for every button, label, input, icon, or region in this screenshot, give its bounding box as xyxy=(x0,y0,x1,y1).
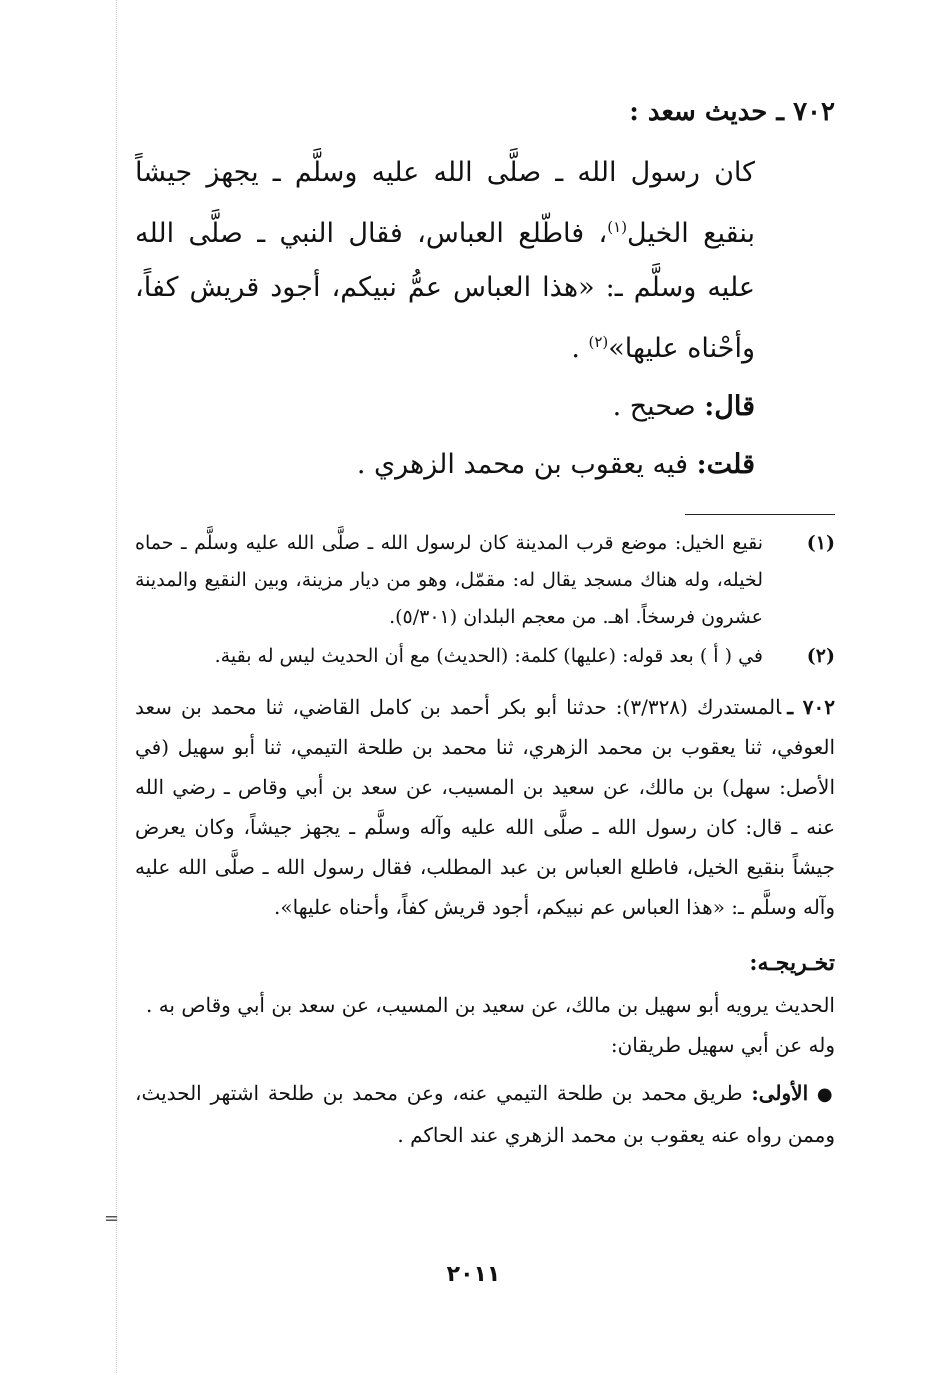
page-number: ٢٠١١ xyxy=(446,1262,501,1287)
footnote-separator xyxy=(685,514,835,515)
source-text: المستدرك (٣/٣٢٨): حدثنا أبو بكر أحمد بن كامل القاضي، ثنا محمد بن سعد العوفي، ثنا يعقوب بن محمد الزهري، ثنا محمد بن طلحة التيمي، ثنا أبو سهيل (في الأصل: سهل) بن مالك، عن سعيد بن المسيب، عن سعد بن أبي وقاص ـ رضي الله عنه ـ قال: كان رسول الله ـ صلَّى الله عليه وآله وسلَّم ـ يجهز جيشاً، وكان يعرض جيشاً بنقيع الخيل، فاطلع العباس بن عبد المطلب، فقال رسول الله ـ صلَّى الله عليه وآله وسلَّم ـ: «هذا العباس عم نبيكم، أجود قريش كفاً، وأحناه عليها». xyxy=(135,695,835,919)
scan-gutter-line xyxy=(116,0,117,1373)
footnote-ref-2[interactable]: (٢) xyxy=(588,333,609,351)
footnote-1 xyxy=(135,525,835,636)
takhrij-heading-text: تخـريجـه: xyxy=(749,950,835,976)
bullet-icon: ● xyxy=(816,1084,836,1105)
gutter-mark: = xyxy=(104,1208,120,1229)
footnote-number: (٢) xyxy=(806,645,835,667)
note-line xyxy=(135,438,835,492)
source-paragraph xyxy=(135,687,835,927)
footnote-2 xyxy=(135,638,835,675)
hadith-text-end: . xyxy=(571,333,589,364)
takhrij-heading xyxy=(135,943,835,983)
page-content xyxy=(135,92,835,1155)
note-label: قلت: xyxy=(696,449,755,480)
bullet-text: طريق محمد بن طلحة التيمي عنه، وعن محمد بن طلحة اشتهر الحديث، وممن رواه عنه يعقوب بن محمد الزهري عند الحاكم . xyxy=(135,1081,835,1147)
hadith-title: ٧٠٢ ـ حديث سعد : xyxy=(629,97,835,127)
footnote-text: نقيع الخيل: موضع قرب المدينة كان لرسول الله ـ صلَّى الله عليه وسلَّم ـ حماه لخيله، وله هناك مسجد يقال له: مقمّل، وهو من ديار مزينة، وبين النقيع والمدينة عشرون فرسخاً. اهـ. من معجم البلدان (٥/٣٠١). xyxy=(135,532,763,628)
takhrij-section xyxy=(135,687,835,1155)
ruling-line xyxy=(135,380,835,434)
takhrij-bullet xyxy=(135,1073,835,1155)
footnotes xyxy=(135,525,835,675)
footnote-ref-1[interactable]: (١) xyxy=(607,218,628,236)
takhrij-paragraph-2: وله عن أبي سهيل طريقان: xyxy=(610,1033,835,1057)
hadith-text-part1: كان رسول الله ـ صلَّى الله عليه وسلَّم ـ يجهز جيشاً بنقيع الخيل xyxy=(135,157,755,249)
bullet-lead: الأولى: xyxy=(751,1081,809,1105)
ruling-label: قال: xyxy=(704,391,755,422)
hadith-text-part2: ، فاطّلع العباس، فقال النبي ـ صلَّى الله عليه وسلَّم ـ: «هذا العباس عمُّ نبيكم، أجود قريش كفاً، وأحْناه عليها» xyxy=(135,218,755,364)
source-id: ٧٠٢ ـ xyxy=(787,695,835,719)
ruling-text: صحيح . xyxy=(612,391,696,422)
takhrij-paragraph-1: الحديث يرويه أبو سهيل بن مالك، عن سعيد بن المسيب، عن سعد بن أبي وقاص به . xyxy=(145,993,835,1017)
footnote-text: في ( أ ) بعد قوله: (عليها) كلمة: (الحديث) مع أن الحديث ليس له بقية. xyxy=(214,645,763,667)
hadith-text xyxy=(135,146,835,376)
footnote-number: (١) xyxy=(806,532,835,554)
note-text: فيه يعقوب بن محمد الزهري . xyxy=(356,449,689,480)
